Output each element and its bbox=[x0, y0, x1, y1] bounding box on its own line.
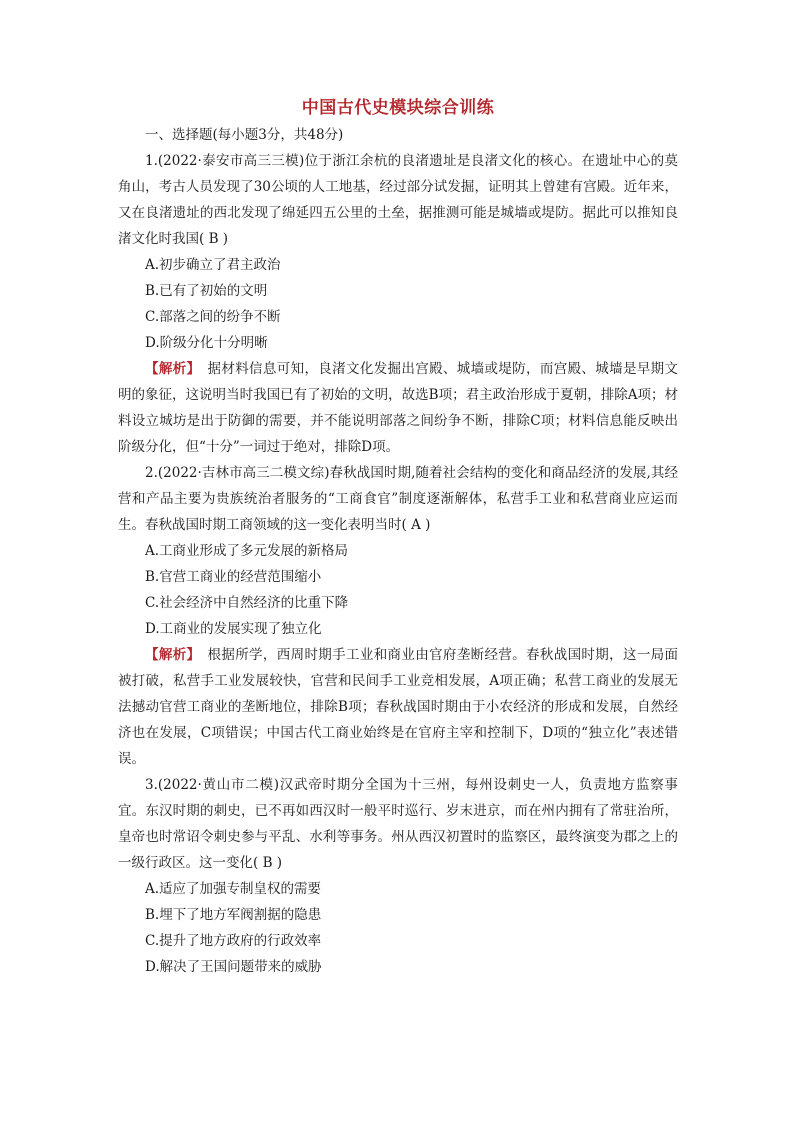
analysis-label: 【解析】 bbox=[145, 647, 194, 663]
option-a: A.工商业形成了多元发展的新格局 bbox=[145, 543, 349, 559]
question-stem-text: 3.(2022·黄山市二模)汉武帝时期分全国为十三州，每州设刺史一人，负责地方监察事宜。东汉时期的刺史，已不再如西汉时一般平时巡行、岁末进京，而在州内拥有了常驻治所，皇帝也时常诏令刺史参与平乱、水利等事务。州从西汉初置时的监察区，最终演变为郡之上的一级行政区。这一变化( bbox=[118, 777, 678, 871]
section-heading: 一、选择题(每小题3分，共48分) bbox=[145, 127, 344, 143]
question-3 bbox=[118, 772, 678, 980]
question-stem-text: 1.(2022·泰安市高三三模)位于浙江余杭的良渚遗址是良渚文化的核心。在遗址中心的莫角山，考古人员发现了30公顷的人工地基，经过部分试发掘，证明其上曾建有宫殿。近年来，又在良渚遗址的西北发现了绵延四五公里的土垒，据推测可能是城墙或堤防。据此可以推知良渚文化时我国( bbox=[118, 153, 678, 247]
option-d: D.阶级分化十分明晰 bbox=[145, 335, 268, 351]
analysis-block bbox=[118, 356, 678, 460]
option-d: D.解决了王国问题带来的威胁 bbox=[145, 959, 322, 975]
analysis-block bbox=[118, 642, 678, 772]
option-c: C.提升了地方政府的行政效率 bbox=[145, 933, 322, 949]
option-a: A.适应了加强专制皇权的需要 bbox=[145, 881, 322, 897]
answer-close: ) bbox=[425, 517, 431, 533]
page-title: 中国古代史模块综合训练 bbox=[301, 98, 495, 118]
question-stem bbox=[118, 148, 678, 252]
question-stem-text: 2.(2022·吉林市高三二模文综)春秋战国时期,随着社会结构的变化和商品经济的发展,其经营和产品主要为贵族统治者服务的“工商食官”制度逐渐解体，私营手工业和私营商业应运而生。春秋战国时期工商领域的这一变化表明当时( bbox=[118, 465, 678, 533]
option-a: A.初步确立了君主政治 bbox=[145, 257, 281, 273]
answer-close: ) bbox=[222, 231, 229, 247]
analysis-text: 根据所学，西周时期手工业和商业由官府垄断经营。春秋战国时期，这一局面被打破，私营手工业发展较快，官营和民间手工业竞相发展，A项正确；私营工商业的发展无法撼动官营工商业的垄断地位，排除B项；春秋战国时期由于小农经济的形成和发展，自然经济也在发展，C项错误；中国古代工商业始终是在官府主宰和控制下，D项的“独立化”表述错误。 bbox=[118, 647, 679, 767]
option-b: B.已有了初始的文明 bbox=[145, 283, 268, 299]
option-b: B.官营工商业的经营范围缩小 bbox=[145, 569, 322, 585]
answer-key: A bbox=[406, 517, 426, 533]
analysis-text: 据材料信息可知，良渚文化发掘出宫殿、城墙或堤防，而宫殿、城墙是早期文明的象征，这说明当时我国已有了初始的文明，故选B项；君主政治形成于夏朝，排除A项；材料设立城坊是出于防御的需要，并不能说明部落之间纷争不断，排除C项；材料信息能反映出阶级分化，但“十分”一词过于绝对，排除D项。 bbox=[118, 361, 679, 455]
question-stem bbox=[118, 460, 678, 538]
document-page bbox=[118, 96, 678, 980]
analysis-label: 【解析】 bbox=[145, 361, 194, 377]
option-b: B.埋下了地方军阀割据的隐患 bbox=[145, 907, 322, 923]
question-2 bbox=[118, 460, 678, 772]
answer-key: B bbox=[258, 855, 277, 871]
question-1 bbox=[118, 148, 678, 460]
option-c: C.社会经济中自然经济的比重下降 bbox=[145, 595, 349, 611]
answer-close: ) bbox=[276, 855, 283, 871]
option-c: C.部落之间的纷争不断 bbox=[145, 309, 281, 325]
question-stem bbox=[118, 772, 678, 876]
answer-key: B bbox=[204, 231, 223, 247]
option-d: D.工商业的发展实现了独立化 bbox=[145, 621, 322, 637]
